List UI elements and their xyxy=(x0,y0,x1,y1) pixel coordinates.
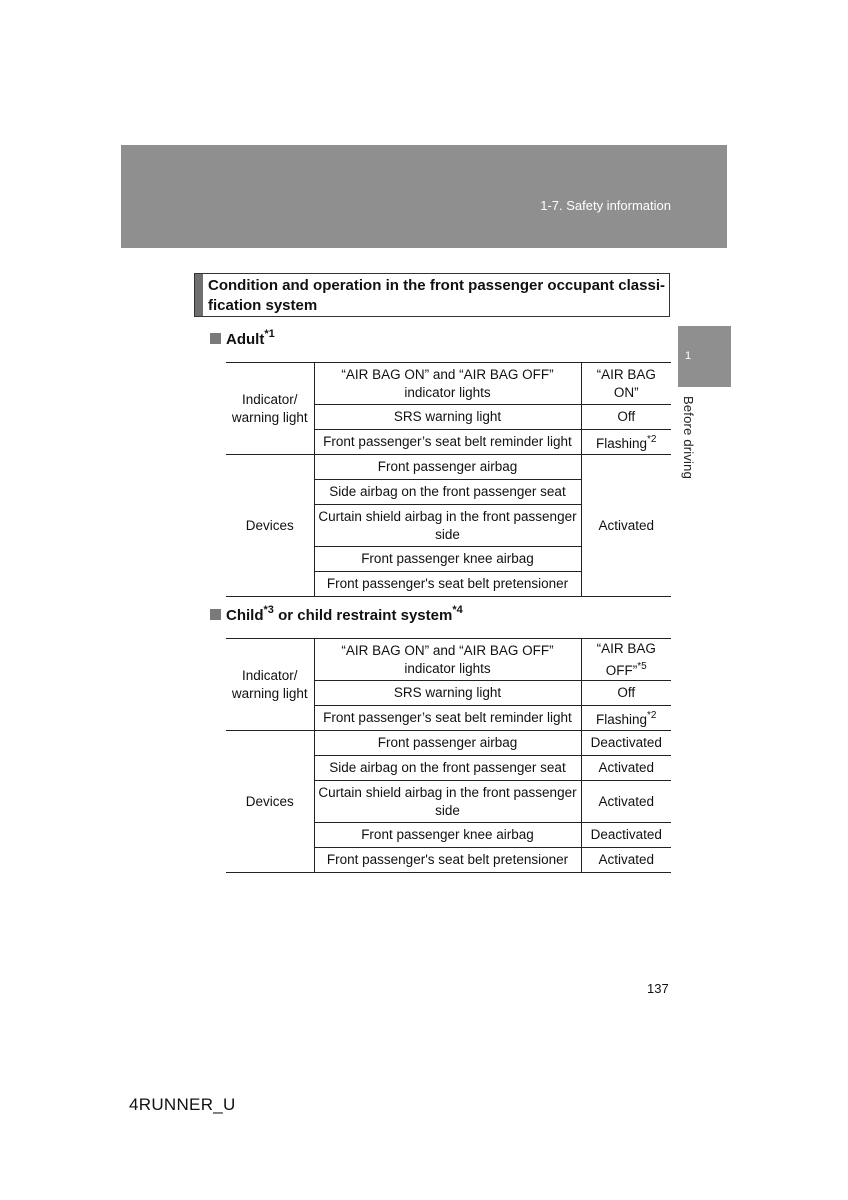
table-row xyxy=(226,363,671,405)
row-item: “AIR BAG ON” and “AIR BAG OFF” indicator lights xyxy=(314,639,581,681)
row-item: SRS warning light xyxy=(314,405,581,430)
chapter-tab xyxy=(678,326,731,387)
child-note-a: *3 xyxy=(263,604,274,616)
row-item: Curtain shield airbag in the front passenger side xyxy=(314,781,581,823)
row-value-text: “AIR BAG OFF” xyxy=(596,640,656,678)
adult-table xyxy=(226,362,671,597)
row-item: Front passenger's seat belt pretensioner xyxy=(314,848,581,873)
table-row xyxy=(226,639,671,681)
devices-group-label: Devices xyxy=(226,731,314,873)
indicator-group-label: Indicator/ warning light xyxy=(226,639,314,731)
row-value-text: Flashing xyxy=(596,712,648,727)
section-label: 1-7. Safety information xyxy=(540,198,671,213)
adult-heading xyxy=(210,328,275,348)
row-value xyxy=(581,639,671,681)
row-item: Front passenger's seat belt pretensioner xyxy=(314,572,581,597)
row-item: Front passenger’s seat belt reminder light xyxy=(314,706,581,731)
row-value: Activated xyxy=(581,781,671,823)
row-value: Activated xyxy=(581,756,671,781)
child-table xyxy=(226,638,671,873)
devices-value: Activated xyxy=(581,455,671,597)
page-number: 137 xyxy=(647,981,669,996)
row-value: Off xyxy=(581,405,671,430)
row-item: Curtain shield airbag in the front passenger side xyxy=(314,505,581,547)
chapter-number: 1 xyxy=(685,350,692,362)
header-band xyxy=(121,145,727,248)
chapter-label: Before driving xyxy=(681,396,696,480)
row-value: “AIR BAG ON” xyxy=(581,363,671,405)
row-item: Front passenger knee airbag xyxy=(314,547,581,572)
row-value: Off xyxy=(581,681,671,706)
square-bullet-icon xyxy=(210,333,221,344)
row-item: SRS warning light xyxy=(314,681,581,706)
row-value-text: Flashing xyxy=(596,436,648,451)
square-bullet-icon xyxy=(210,609,221,620)
footer-code: 4RUNNER_U xyxy=(129,1095,236,1114)
row-value: Activated xyxy=(581,848,671,873)
indicator-group-label: Indicator/ warning light xyxy=(226,363,314,455)
row-value: Deactivated xyxy=(581,731,671,756)
row-value: Deactivated xyxy=(581,823,671,848)
section-heading xyxy=(194,273,670,317)
row-value-note: *2 xyxy=(647,434,657,445)
row-item: “AIR BAG ON” and “AIR BAG OFF” indicator lights xyxy=(314,363,581,405)
child-heading xyxy=(210,604,463,624)
row-item: Front passenger’s seat belt reminder light xyxy=(314,430,581,455)
table-row xyxy=(226,731,671,756)
child-note-b: *4 xyxy=(452,604,463,616)
devices-group-label: Devices xyxy=(226,455,314,597)
row-item: Front passenger knee airbag xyxy=(314,823,581,848)
row-item: Side airbag on the front passenger seat xyxy=(314,480,581,505)
section-heading-text: Condition and operation in the front passenger occupant classi-fication system xyxy=(208,277,665,314)
child-title-a: Child xyxy=(226,607,264,624)
row-item: Front passenger airbag xyxy=(314,731,581,756)
adult-note: *1 xyxy=(264,328,275,340)
row-value xyxy=(581,430,671,455)
row-item: Side airbag on the front passenger seat xyxy=(314,756,581,781)
row-value-note: *5 xyxy=(637,660,647,672)
row-value xyxy=(581,706,671,731)
child-title-b: or child restraint system xyxy=(273,607,453,624)
adult-title: Adult xyxy=(226,331,265,348)
row-value-note: *2 xyxy=(647,710,657,721)
table-row xyxy=(226,455,671,480)
heading-accent-bar xyxy=(195,274,203,316)
row-item: Front passenger airbag xyxy=(314,455,581,480)
